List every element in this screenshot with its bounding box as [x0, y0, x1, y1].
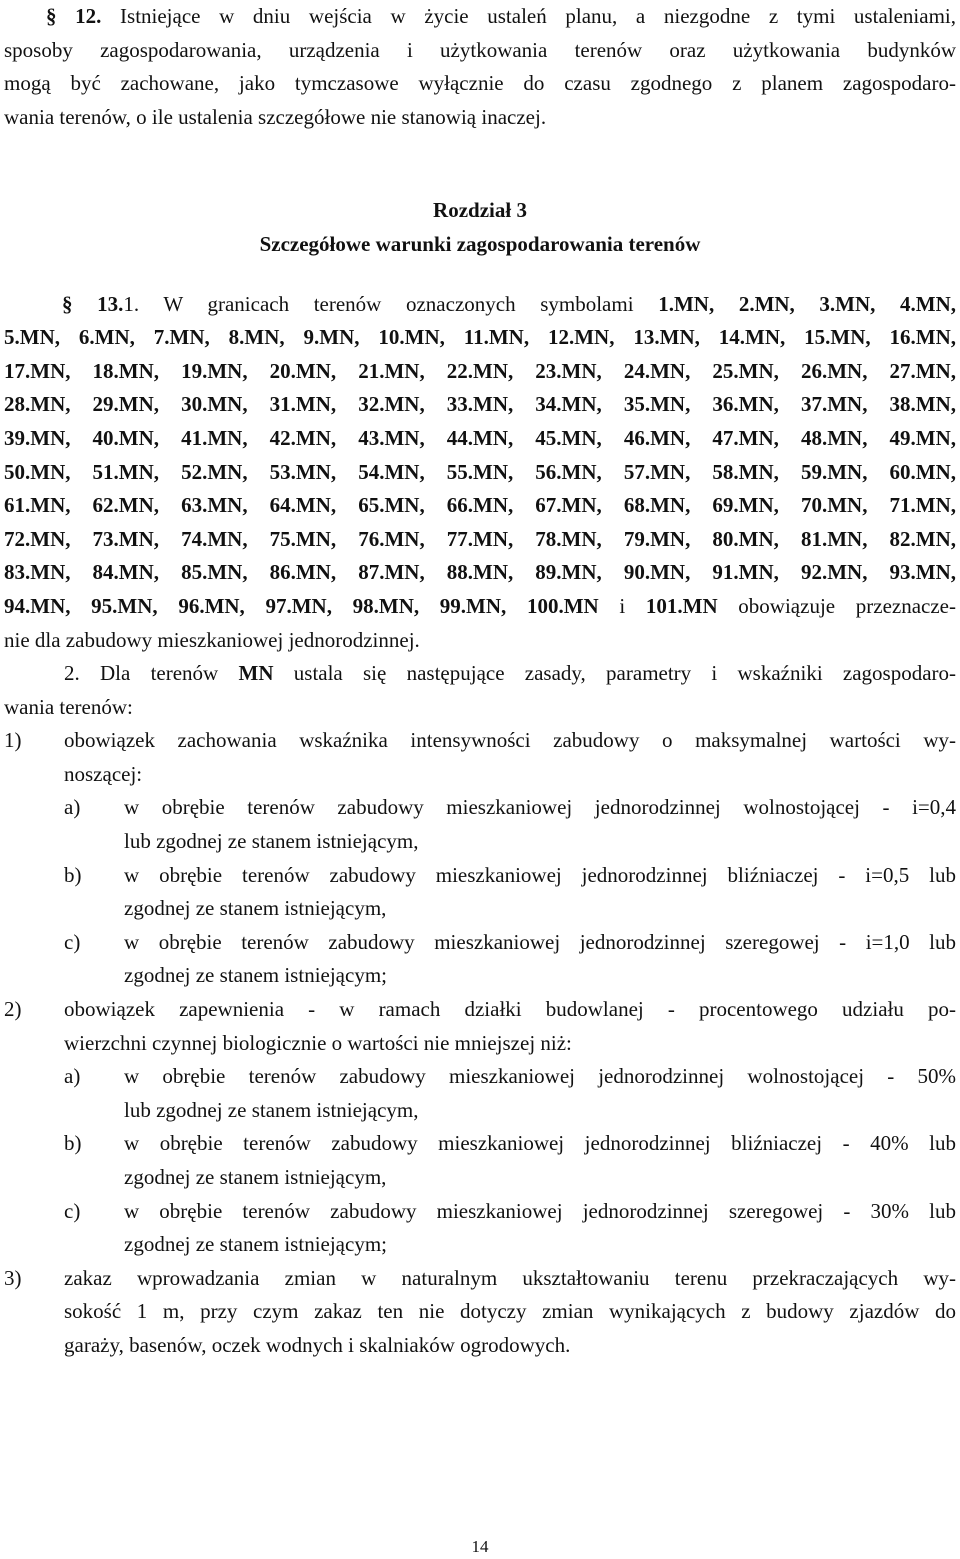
point-3-line-3: garaży, basenów, oczek wodnych i skalniaków ogrodowych.	[64, 1332, 571, 1357]
subpoint-line	[4, 1195, 956, 1229]
chapter-subtitle: Szczegółowe warunki zagospodarowania terenów	[259, 231, 701, 256]
symbols-line: 61.MN, 62.MN, 63.MN, 64.MN, 65.MN, 66.MN, 67.MN, 68.MN, 69.MN, 70.MN, 71.MN,	[4, 493, 956, 518]
page-number: 14	[471, 1537, 489, 1556]
subpoint-letter: c)	[64, 929, 81, 954]
subpoint-letter: b)	[64, 862, 82, 887]
para13-item1-number: 1.	[123, 291, 140, 316]
point-3-line-1	[4, 1262, 956, 1296]
section-sign: §	[46, 4, 57, 28]
subpoint-cont: lub zgodnej ze stanem istniejącym,	[124, 1097, 419, 1122]
subpoint-line	[4, 859, 956, 893]
symbols-line: 28.MN, 29.MN, 30.MN, 31.MN, 32.MN, 33.MN, 34.MN, 35.MN, 36.MN, 37.MN, 38.MN,	[4, 392, 956, 417]
item2-pre: Dla terenów	[100, 661, 219, 686]
point-1-line-2: noszącej:	[64, 761, 143, 786]
point-2-line-2: wierzchni czynnej biologicznie o wartości nie mniejszej niż:	[64, 1030, 572, 1055]
para13-line-1	[4, 288, 956, 322]
symbols-line: 50.MN, 51.MN, 52.MN, 53.MN, 54.MN, 55.MN, 56.MN, 57.MN, 58.MN, 59.MN, 60.MN,	[4, 459, 956, 484]
point-1-line-1	[4, 724, 956, 758]
point-text: zakaz wprowadzania zmian w naturalnym ukształtowaniu terenu przekraczających wy-	[64, 1265, 956, 1290]
subpoint-cont: zgodnej ze stanem istniejącym,	[124, 896, 387, 921]
symbols-last-line	[4, 590, 956, 624]
subpoint-text: w obrębie terenów zabudowy mieszkaniowej jednorodzinnej bliźniaczej - i=0,5 lub	[124, 862, 956, 887]
symbols-first: 1.MN, 2.MN, 3.MN, 4.MN,	[658, 291, 956, 316]
symbols-last: 94.MN, 95.MN, 96.MN, 97.MN, 98.MN, 99.MN, 100.MN	[4, 593, 599, 618]
symbols-line: 72.MN, 73.MN, 74.MN, 75.MN, 76.MN, 77.MN, 78.MN, 79.MN, 80.MN, 81.MN, 82.MN,	[4, 526, 956, 551]
subpoint-cont: lub zgodnej ze stanem istniejącym,	[124, 829, 419, 854]
subpoint-letter: c)	[64, 1198, 81, 1223]
item2-number: 2.	[64, 661, 80, 686]
para12-text: Istniejące w dniu wejścia w życie ustaleń planu, a niezgodne z tymi ustaleniami,	[120, 4, 956, 28]
para12-line-3: mogą być zachowane, jako tymczasowe wyłącznie do czasu zgodnego z planem zagospodaro-	[4, 71, 956, 96]
para13-number: 13.	[97, 291, 124, 316]
para13-item1-lead: W granicach terenów oznaczonych symbolami	[163, 291, 634, 316]
symbols-and: i	[619, 593, 626, 618]
symbols-line: 83.MN, 84.MN, 85.MN, 86.MN, 87.MN, 88.MN, 89.MN, 90.MN, 91.MN, 92.MN, 93.MN,	[4, 560, 956, 585]
item2-line-1	[4, 657, 956, 691]
subpoint-text: w obrębie terenów zabudowy mieszkaniowej jednorodzinnej szeregowej - 30% lub	[124, 1198, 956, 1223]
subpoint-text: w obrębie terenów zabudowy mieszkaniowej jednorodzinnej wolnostojącej - i=0,4	[124, 795, 956, 820]
item2-mn: MN	[238, 661, 274, 686]
point-number: 2)	[4, 997, 22, 1022]
section-sign: §	[62, 291, 73, 316]
point-3-line-2: sokość 1 m, przy czym zakaz ten nie dotyczy zmian wynikających z budowy zjazdów do	[64, 1299, 956, 1324]
item1-end: nie dla zabudowy mieszkaniowej jednorodzinnej.	[4, 627, 420, 652]
subpoint-cont: zgodnej ze stanem istniejącym,	[124, 1165, 387, 1189]
symbols-line: 17.MN, 18.MN, 19.MN, 20.MN, 21.MN, 22.MN, 23.MN, 24.MN, 25.MN, 26.MN, 27.MN,	[4, 358, 956, 383]
chapter-title: Rozdział 3	[433, 198, 527, 223]
document-page	[4, 0, 956, 1363]
subpoint-letter: b)	[64, 1131, 82, 1156]
point-number: 3)	[4, 1265, 22, 1290]
para12-line-1	[4, 0, 956, 34]
item2-end: wania terenów:	[4, 694, 133, 719]
subpoint-line	[4, 791, 956, 825]
item2-post: ustala się następujące zasady, parametry i wskaźniki zagospodaro-	[293, 661, 956, 686]
para12-number: 12.	[75, 4, 102, 28]
para12-line-4: wania terenów, o ile ustalenia szczegółowe nie stanowią inaczej.	[4, 104, 547, 129]
symbols-line: 39.MN, 40.MN, 41.MN, 42.MN, 43.MN, 44.MN, 45.MN, 46.MN, 47.MN, 48.MN, 49.MN,	[4, 425, 956, 450]
subpoint-letter: a)	[64, 1064, 81, 1089]
symbols-line: 5.MN, 6.MN, 7.MN, 8.MN, 9.MN, 10.MN, 11.MN, 12.MN, 13.MN, 14.MN, 15.MN, 16.MN,	[4, 325, 956, 350]
point-number: 1)	[4, 728, 22, 753]
subpoint-line	[4, 926, 956, 960]
point-text: obowiązek zapewnienia - w ramach działki budowlanej - procentowego udziału po-	[64, 997, 956, 1022]
point-2-line-1	[4, 993, 956, 1027]
point-text: obowiązek zachowania wskaźnika intensywności zabudowy o maksymalnej wartości wy-	[64, 728, 956, 753]
subpoint-cont: zgodnej ze stanem istniejącym;	[124, 1232, 387, 1257]
para12-line-2: sposoby zagospodarowania, urządzenia i użytkowania terenów oraz użytkowania budynków	[4, 37, 956, 62]
subpoint-letter: a)	[64, 795, 81, 820]
subpoint-line	[4, 1060, 956, 1094]
symbols-tail: obowiązuje przeznacze-	[738, 593, 956, 618]
subpoint-line	[4, 1127, 956, 1161]
subpoint-cont: zgodnej ze stanem istniejącym;	[124, 963, 387, 988]
subpoint-text: w obrębie terenów zabudowy mieszkaniowej jednorodzinnej bliźniaczej - 40% lub	[124, 1131, 956, 1156]
subpoint-text: w obrębie terenów zabudowy mieszkaniowej jednorodzinnej szeregowej - i=1,0 lub	[124, 929, 956, 954]
subpoint-text: w obrębie terenów zabudowy mieszkaniowej jednorodzinnej wolnostojącej - 50%	[124, 1064, 956, 1089]
symbol-101: 101.MN	[645, 593, 718, 618]
